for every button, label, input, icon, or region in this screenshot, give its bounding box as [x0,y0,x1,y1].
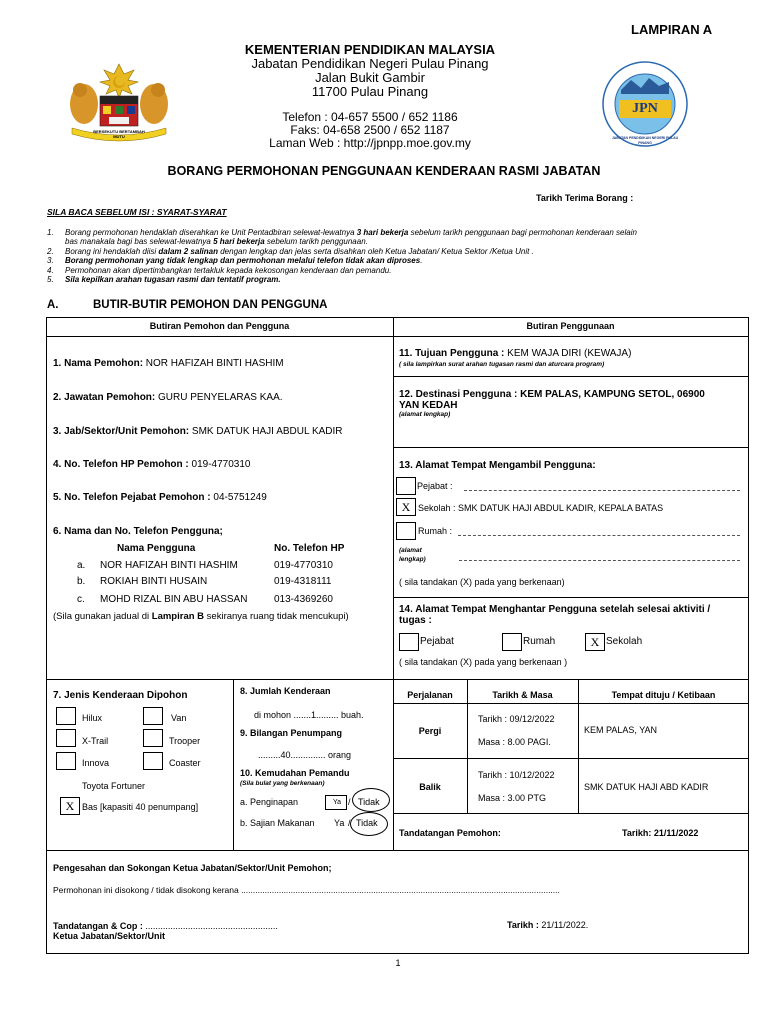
website: Laman Web : http://jpnpp.moe.gov.my [269,136,471,150]
dropoff-sekolah-checkbox[interactable]: X [585,633,605,651]
crest-motto: BERSEKUTU BERTAMBAH MUTU [93,129,145,139]
field-purpose-note: ( sila lampirkan surat arahan tugasan rasmi dan aturcara program) [399,361,605,368]
accommodation-separator: / [348,797,351,807]
trip-return-label: Balik [419,782,441,792]
trip-go-destination: KEM PALAS, YAN [584,725,658,735]
trip-go-label: Pergi [418,726,442,736]
column-header-usage: Butiran Penggunaan [526,321,615,331]
vehicle-hilux-checkbox[interactable] [56,707,76,725]
vehicle-innova-label: Innova [82,758,110,768]
field-applicant-hp: 4. No. Telefon HP Pemohon : 019-4770310 [53,459,251,470]
user-row-b-index: b. [77,576,86,587]
meal-tidak: Tidak [356,818,378,828]
user-row-c-name: MOHD RIZAL BIN ABU HASSAN [100,594,248,605]
field-driver-facility-note: (Sila bulat yang berkenaan) [240,780,325,787]
conditions-list [47,228,747,284]
ministry-name: KEMENTERIAN PENDIDIKAN MALAYSIA [244,42,496,57]
meal-label: b. Sajian Makanan [240,818,315,828]
dropoff-rumah-label: Rumah [523,636,556,647]
vehicle-xtrail-label: X-Trail [82,736,109,746]
address-street: Jalan Bukit Gambir [315,70,425,85]
dropoff-pejabat-checkbox[interactable] [399,633,419,651]
condition-5: 5. Sila kepilkan arahan tugasan rasmi dan tentatif program. [47,275,281,285]
trip-go-time: Masa : 8.00 PAGI. [478,737,551,747]
field-passenger-count-label: 9. Bilangan Penumpang [240,728,343,738]
jpn-logo-ring-text: JABATAN PENDIDIKAN NEGERI PULAU PINANG [611,136,679,145]
dropoff-rumah-checkbox[interactable] [502,633,522,651]
approval-signature: Tandatangan & Cop : ..................................................... [53,921,278,931]
pickup-alamat-note-1: (alamat [399,547,422,554]
approval-support-line: Permohonan ini disokong / tidak disokong kerana ....................................................................................................................................... [53,885,560,895]
field-pickup-label: 13. Alamat Tempat Mengambil Pengguna: [399,460,596,471]
form-table [46,317,749,954]
field-destination-note: (alamat lengkap) [399,411,451,418]
users-overflow-note: (Sila gunakan jadual di Lampiran B sekiranya ruang tidak mencukupi) [53,611,349,622]
vehicle-trooper-label: Trooper [169,736,201,746]
approval-title: Pengesahan dan Sokongan Ketua Jabatan/Sektor/Unit Pemohon; [53,863,332,873]
dropoff-pejabat-label: Pejabat [420,636,454,647]
vehicle-innova-checkbox[interactable] [56,752,76,770]
approval-date: Tarikh : 21/11/2022. [507,920,589,930]
pickup-pejabat-label: Pejabat : [417,481,453,491]
field-destination-line2: YAN KEDAH [399,400,458,411]
condition-4: 4. Permohonan akan dipertimbangkan tertakluk kepada kekosongan kenderaan dan pemandu. [47,265,392,275]
field-dropoff-label-2: tugas : [399,615,432,626]
jpn-logo-mark: JPN [632,101,658,116]
user-row-a-name: NOR HAFIZAH BINTI HASHIM [100,560,238,571]
field-passenger-count-value: .........40.............. orang [258,750,352,760]
meal-ya: Ya [334,818,345,828]
trip-header-journey: Perjalanan [407,690,453,700]
accommodation-ya: Ya [333,799,342,806]
dropoff-sekolah-label: Sekolah [606,636,643,647]
user-row-b-phone: 019-4318111 [274,576,332,587]
vehicle-fortuner-label: Toyota Fortuner [82,781,146,791]
received-date-label: Tarikh Terima Borang : [536,193,634,203]
field-dropoff-label: 14. Alamat Tempat Menghantar Pengguna setelah selesai aktiviti / [399,604,711,615]
vehicle-bas-label: Bas [kapasiti 40 penumpang] [82,802,199,812]
field-vehicle-type-label: 7. Jenis Kenderaan Dipohon [53,690,188,701]
user-row-c-index: c. [77,594,85,605]
conditions-title: SILA BACA SEBELUM ISI : SYARAT-SYARAT [47,207,227,217]
vehicle-coaster-checkbox[interactable] [143,752,163,770]
pickup-rumah-label: Rumah : [418,526,453,536]
approval-head-title: Ketua Jabatan/Sektor/Unit [53,931,166,941]
telephone: Telefon : 04-657 5500 / 652 1186 [282,110,458,124]
field-destination: 12. Destinasi Pengguna : KEM PALAS, KAMPUNG SETOL, 06900 [399,389,705,400]
page-number: 1 [395,958,401,968]
meal-separator: / [348,818,351,828]
lampiran-label: LAMPIRAN A [631,22,713,37]
jpn-logo [601,60,689,148]
pickup-rumah-checkbox[interactable] [396,522,416,540]
section-a-title: BUTIR-BUTIR PEMOHON DAN PENGGUNA [93,299,328,311]
user-row-a-phone: 019-4770310 [274,560,333,571]
dropoff-mark-instruction: ( sila tandakan (X) pada yang berkenaan ) [399,657,568,667]
vehicle-coaster-label: Coaster [169,758,201,768]
user-row-b-name: ROKIAH BINTI HUSAIN [100,576,208,587]
condition-1-cont: bas manakala bagi bas selewat-lewatnya 5 hari bekerja sebelum tarikh penggunaan. [65,237,368,247]
condition-2: 2. Borang ini hendaklah diisi dalam 2 salinan dengan lengkap dan jelas serta disahkan oleh Ketua Jabatan/ Ketua Sektor /Ketua Unit . [47,246,534,256]
user-row-a-index: a. [77,560,86,571]
field-users-label: 6. Nama dan No. Telefon Pengguna; [53,526,223,537]
field-applicant-unit: 3. Jab/Sektor/Unit Pemohon: SMK DATUK HAJI ABDUL KADIR [53,426,343,437]
malaysia-crest-logo [62,62,176,142]
pickup-sekolah-value: Sekolah : SMK DATUK HAJI ABDUL KADIR, KEPALA BATAS [418,503,664,513]
vehicle-xtrail-checkbox[interactable] [56,729,76,747]
field-vehicle-count-value: di mohon .......1......... buah. [254,710,364,720]
accommodation-tidak: Tidak [358,797,380,807]
trip-return-date: Tarikh : 10/12/2022 [478,770,555,780]
field-vehicle-count-label: 8. Jumlah Kenderaan [240,686,331,696]
accommodation-label: a. Penginapan [240,797,299,807]
vehicle-van-checkbox[interactable] [143,707,163,725]
field-applicant-position: 2. Jawatan Pemohon: GURU PENYELARAS KAA. [53,392,283,403]
pickup-alamat-note-2: lengkap) [399,556,426,563]
trip-header-datetime: Tarikh & Masa [492,690,553,700]
trip-header-destination: Tempat dituju / Ketibaan [611,690,716,700]
condition-1: 1. Borang permohonan hendaklah diserahkan ke Unit Pentadbiran selewat-lewatnya 3 hari bekerja sebelum tarikh penggunaan bagi permohonan kenderaan selain [47,228,637,237]
section-a-letter: A. [47,299,59,311]
address-city: 11700 Pulau Pinang [311,84,429,99]
letterhead [200,42,540,150]
trip-go-date: Tarikh : 09/12/2022 [478,714,555,724]
vehicle-van-label: Van [171,713,187,723]
field-purpose: 11. Tujuan Pengguna : KEM WAJA DIRI (KEWAJA) [399,348,632,359]
vehicle-hilux-label: Hilux [82,713,103,723]
field-applicant-office-phone: 5. No. Telefon Pejabat Pemohon : 04-5751249 [53,492,267,503]
vehicle-bas-checkbox[interactable]: X [60,797,80,815]
field-driver-facility-label: 10. Kemudahan Pemandu [240,768,350,778]
form-title: BORANG PERMOHONAN PENGGUNAAN KENDERAAN RASMI JABATAN [167,164,601,178]
column-header-applicant: Butiran Pemohon dan Pengguna [149,321,290,331]
department-name: Jabatan Pendidikan Negeri Pulau Pinang [251,56,489,71]
users-header-name: Nama Pengguna [117,543,196,554]
pickup-pejabat-checkbox[interactable] [396,477,416,495]
condition-3: 3. Borang permohonan yang tidak lengkap dan permohonan melalui telefon tidak akan diproses. [47,256,423,266]
fax: Faks: 04-658 2500 / 652 1187 [290,123,450,137]
trip-return-destination: SMK DATUK HAJI ABD KADIR [584,782,709,792]
trip-return-time: Masa : 3.00 PTG [478,793,547,803]
pickup-sekolah-checkbox[interactable]: X [396,498,416,516]
users-header-phone: No. Telefon HP [274,543,345,554]
user-row-c-phone: 013-4369260 [274,594,333,605]
pickup-mark-instruction: ( sila tandakan (X) pada yang berkenaan) [399,577,565,587]
applicant-signature-label: Tandatangan Pemohon: [399,828,501,838]
applicant-signature-date: Tarikh: 21/11/2022 [622,828,699,838]
vehicle-trooper-checkbox[interactable] [143,729,163,747]
field-applicant-name: 1. Nama Pemohon: NOR HAFIZAH BINTI HASHIM [53,358,284,369]
